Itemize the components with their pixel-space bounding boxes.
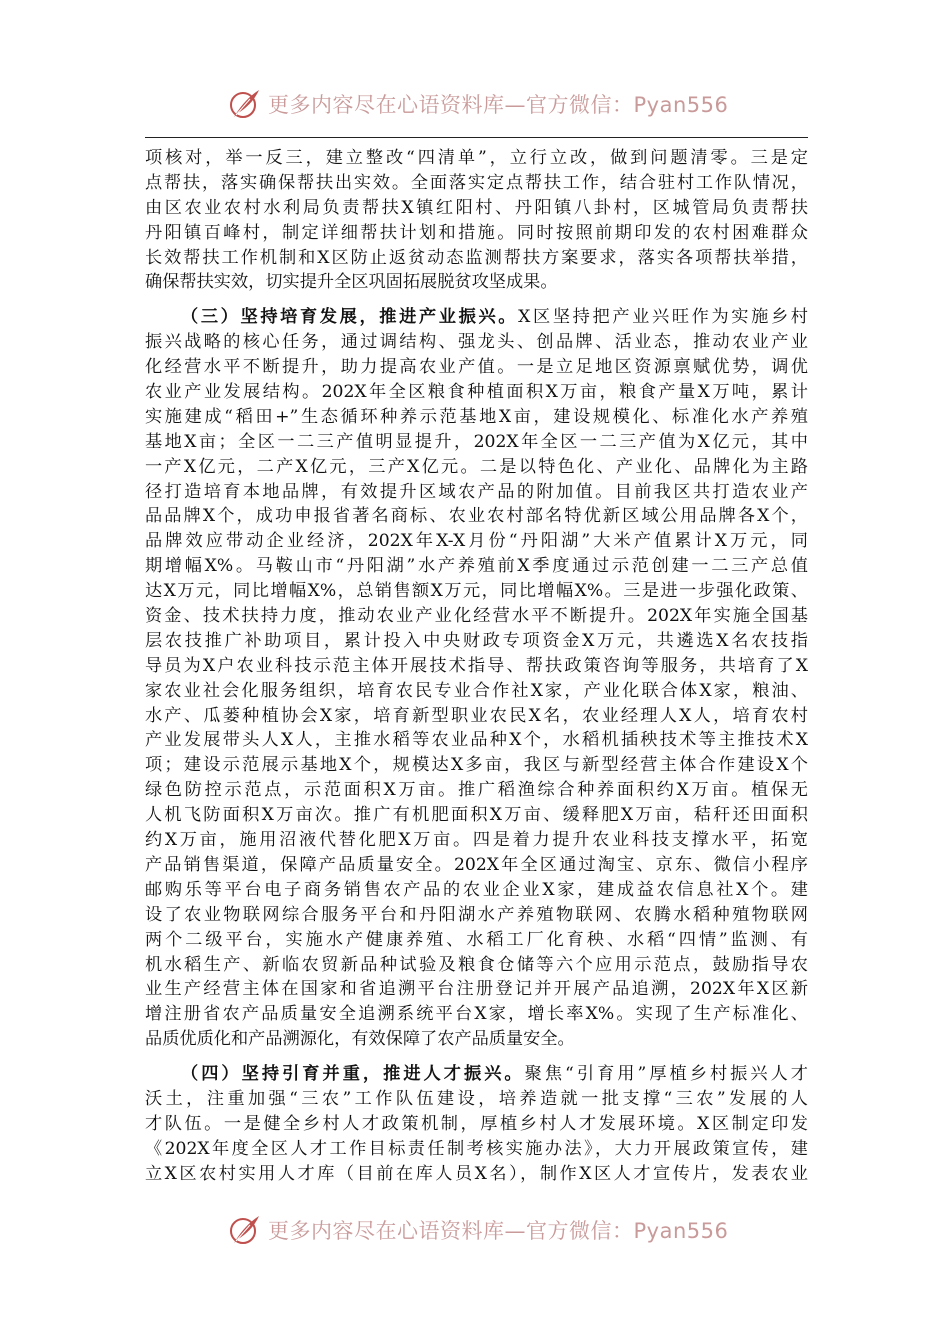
- heading-rest-text: 聚焦“引育用”厚植乡村振兴人才: [524, 1064, 808, 1085]
- text-line: [145, 1062, 808, 1087]
- text-line: 由区农业农村水利局负责帮扶X镇红阳村、丹阳镇八卦村，区城管局负责帮扶: [145, 197, 808, 218]
- text-line: 产业发展带头人X人，主推水稻等农业品种X个，水稻机插秧技术等主推技术X: [145, 730, 808, 751]
- text-line: 一产X亿元，二产X亿元，三产X亿元。二是以特色化、产业化、品牌化为主路: [145, 456, 808, 477]
- header-banner: [228, 86, 728, 122]
- footer-banner: [228, 1212, 728, 1248]
- text-line: 长效帮扶工作机制和X区防止返贫动态监测帮扶方案要求，落实各项帮扶举措，: [145, 247, 808, 268]
- text-line: 机水稻生产、新临农贸新品种试验及粮食仓储等六个应用示范点，鼓励指导农: [145, 954, 808, 975]
- text-line: 增注册省农产品质量安全追溯系统平台X家，增长率X%。实现了生产标准化、: [145, 1004, 808, 1025]
- text-line: 实施建成“稻田+”生态循环种养示范基地X亩，建设规模化、标准化水产养殖: [145, 406, 808, 427]
- paragraph-talent-revitalization: [145, 1062, 808, 1186]
- text-line: 才队伍。一是健全乡村人才政策机制，厚植乡村人才发展环境。X区制定印发: [145, 1113, 808, 1134]
- quill-logo-icon: [228, 1213, 262, 1247]
- text-line: 立X区农村实用人才库（目前在库人员X名），制作X区人才宣传片，发表农业: [145, 1163, 808, 1184]
- text-line: 《202X年度全区人才工作目标责任制考核实施办法》，大力开展政策宣传，建: [145, 1138, 808, 1159]
- section-heading-4: （四）坚持引育并重，推进人才振兴。: [181, 1064, 525, 1085]
- footer-banner-text: 更多内容尽在心语资料库—官方微信：Pyan556: [268, 1219, 729, 1243]
- paragraph-industry-revitalization: [145, 305, 808, 1052]
- text-line: 达X万元，同比增幅X%，总销售额X万元，同比增幅X%。三是进一步强化政策、: [145, 581, 808, 602]
- text-line: 品质优质化和产品溯源化，有效保障了农产品质量安全。: [145, 1029, 575, 1050]
- text-line: 绿色防控示范点，示范面积X万亩。推广稻渔综合种养面积约X万亩。植保无: [145, 780, 808, 801]
- document-body: [145, 146, 808, 1187]
- text-line: 项；建设示范展示基地X个，规模达X多亩，我区与新型经营主体合作建设X个: [145, 755, 808, 776]
- text-line: 两个二级平台，实施水产健康养殖、水稻工厂化育秧、水稻“四情”监测、有: [145, 929, 808, 950]
- text-line: 导员为X户农业科技示范主体开展技术指导、帮扶政策咨询等服务，共培育了X: [145, 655, 808, 676]
- text-line: 化经营水平不断提升，助力提高农业产值。一是立足地区资源禀赋优势，调优: [145, 357, 808, 378]
- paragraph-continuation: [145, 146, 808, 295]
- text-line: 邮购乐等平台电子商务销售农产品的农业企业X家，建成益农信息社X个。建: [145, 879, 808, 900]
- text-line: 确保帮扶实效，切实提升全区巩固拓展脱贫攻坚成果。: [145, 272, 558, 293]
- text-line: 品品牌X个，成功申报省著名商标、农业农村部名特优新区域公用品牌各X个，: [145, 506, 808, 527]
- header-rule: [145, 137, 808, 138]
- text-line: 业生产经营主体在国家和省追溯平台注册登记并开展产品追溯，202X年X区新: [145, 979, 808, 1000]
- text-line: 约X万亩，施用沼液代替化肥X万亩。四是着力提升农业科技支撑水平，拓宽: [145, 830, 808, 851]
- text-line: 设了农业物联网综合服务平台和丹阳湖水产养殖物联网、农腾水稻种殖物联网: [145, 904, 808, 925]
- section-heading-3: （三）坚持培育发展，推进产业振兴。: [181, 307, 519, 328]
- text-line: 基地X亩；全区一二三产值明显提升，202X年全区一二三产值为X亿元，其中: [145, 431, 808, 452]
- text-line: 水产、瓜蒌种植协会X家，培育新型职业农民X名，农业经理人X人，培育农村: [145, 705, 808, 726]
- text-line: 期增幅X%。马鞍山市“丹阳湖”水产养殖前X季度通过示范创建一二三产总值: [145, 556, 808, 577]
- text-line: 丹阳镇百峰村，制定详细帮扶计划和措施。同时按照前期印发的农村困难群众: [145, 222, 808, 243]
- quill-logo-icon: [228, 87, 262, 121]
- text-line: 层农技推广补助项目，累计投入中央财政专项资金X万元，共遴选X名农技指: [145, 630, 808, 651]
- text-line: 家农业社会化服务组织，培育农民专业合作社X家，产业化联合体X家，粮油、: [145, 680, 808, 701]
- text-line: 人机飞防面积X万亩次。推广有机肥面积X万亩、缓释肥X万亩，秸秆还田面积: [145, 805, 808, 826]
- text-line: 振兴战略的核心任务，通过调结构、强龙头、创品牌、活业态，推动农业产业: [145, 332, 808, 353]
- text-line: 径打造培育本地品牌，有效提升区域农产品的附加值。目前我区共打造农业产: [145, 481, 808, 502]
- text-line: 项核对，举一反三，建立整改“四清单”，立行立改，做到问题清零。三是定: [145, 148, 808, 168]
- text-line: 品牌效应带动企业经济，202X年X-X月份“丹阳湖”大米产值累计X万元，同: [145, 531, 808, 552]
- heading-rest-text: X区坚持把产业兴旺作为实施乡村: [518, 307, 808, 328]
- header-banner-text: 更多内容尽在心语资料库—官方微信：Pyan556: [268, 93, 729, 117]
- text-line: [145, 305, 808, 330]
- text-line: 资金、技术扶持力度，推动农业产业化经营水平不断提升。202X年实施全国基: [145, 606, 808, 627]
- text-line: 点帮扶，落实确保帮扶出实效。全面落实定点帮扶工作，结合驻村工作队情况，: [145, 172, 808, 193]
- text-line: 农业产业发展结构。202X年全区粮食种植面积X万亩，粮食产量X万吨，累计: [145, 382, 808, 403]
- text-line: 沃土，注重加强“三农”工作队伍建设，培养造就一批支撑“三农”发展的人: [145, 1088, 808, 1109]
- text-line: 产品销售渠道，保障产品质量安全。202X年全区通过淘宝、京东、微信小程序: [145, 854, 808, 875]
